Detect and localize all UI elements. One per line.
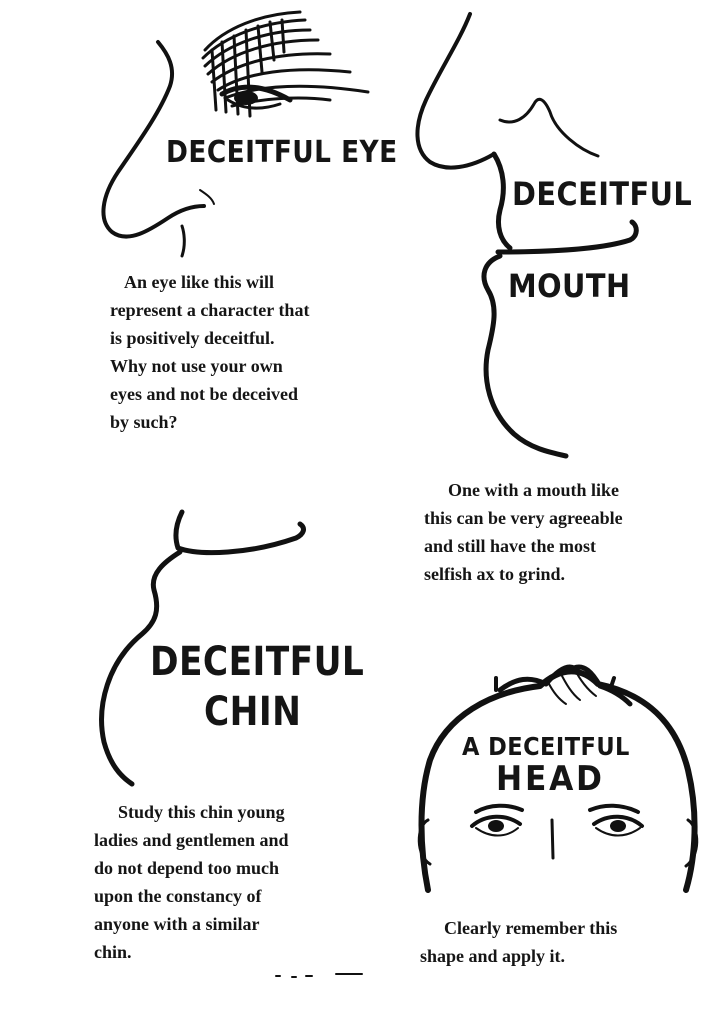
deceitful-mouth-label-line1: DECEITFUL xyxy=(512,175,693,213)
mouth-caption xyxy=(424,476,694,588)
right-eyebrow xyxy=(590,806,638,812)
mouth-caption-line: this can be very agreeable xyxy=(424,508,623,528)
eye-caption-line: An eye like this will xyxy=(124,272,275,292)
eye-caption xyxy=(110,268,364,436)
mouth-line xyxy=(498,222,636,252)
eye-caption-line: eyes and not be deceived xyxy=(110,384,298,404)
mouth-nostril xyxy=(500,99,598,156)
head-caption-line: shape and apply it. xyxy=(420,946,566,966)
eye-nostril xyxy=(182,226,184,256)
left-eyebrow xyxy=(476,806,522,812)
mouth-upper-lip xyxy=(494,154,510,248)
eye-caption-line: Why not use your own xyxy=(110,356,283,376)
deceitful-head-label-line2: HEAD xyxy=(496,759,605,799)
deceitful-mouth-label-line2: MOUTH xyxy=(508,267,631,305)
eye-nostril-mark xyxy=(200,190,214,204)
eye-pupil xyxy=(234,91,258,105)
chin-lip-line xyxy=(176,512,304,553)
mouth-caption-line: One with a mouth like xyxy=(448,480,620,500)
chin-caption xyxy=(94,798,362,966)
chin-caption-line: ladies and gentlemen and xyxy=(94,830,289,850)
chin-caption-line: upon the constancy of xyxy=(94,886,262,906)
deceitful-chin-label-line2: CHIN xyxy=(204,689,302,735)
mouth-caption-line: and still have the most xyxy=(424,536,597,556)
deceitful-eye-label: DECEITFUL EYE xyxy=(166,135,398,170)
right-eye-pupil xyxy=(610,820,626,832)
head-caption-line: Clearly remember this xyxy=(444,918,618,938)
mouth-caption-line: selfish ax to grind. xyxy=(424,564,566,584)
page-mark xyxy=(276,974,362,977)
eye-caption-line: represent a character that xyxy=(110,300,310,320)
chin-caption-line: chin. xyxy=(94,942,132,962)
eye-caption-line: is positively deceitful. xyxy=(110,328,275,348)
eye-caption-line: by such? xyxy=(110,412,178,432)
deceitful-chin-label-line1: DECEITFUL xyxy=(150,639,365,685)
chin-caption-line: Study this chin young xyxy=(118,802,285,822)
mouth-nose-profile xyxy=(417,14,494,168)
head-caption xyxy=(420,914,690,970)
chin-caption-line: anyone with a similar xyxy=(94,914,260,934)
deceitful-head-label-line1: A DECEITFUL xyxy=(462,732,630,761)
left-eye-pupil xyxy=(488,820,504,832)
chin-caption-line: do not depend too much xyxy=(94,858,280,878)
head-nose-line xyxy=(552,820,553,858)
deceitful-eye-drawing xyxy=(103,12,368,256)
deceitful-mouth-drawing xyxy=(417,14,636,456)
